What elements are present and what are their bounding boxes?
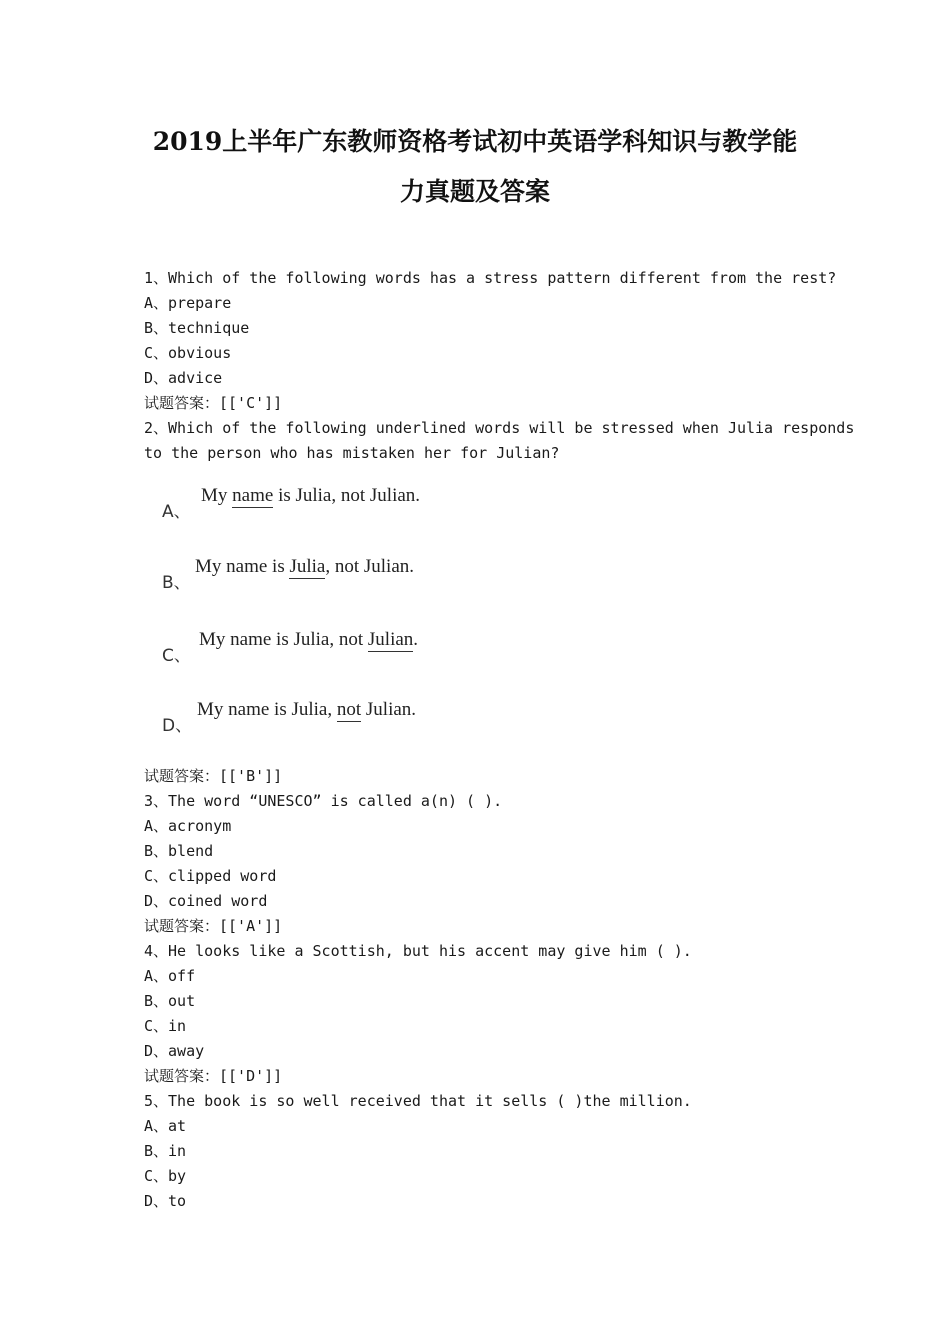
underlined-word: name	[232, 485, 274, 506]
question-5-option-b: B、in	[144, 1142, 187, 1160]
option-sentence: My name is Julia, not Julian.	[201, 485, 421, 506]
question-3-answer: 试题答案：[['A']]	[144, 917, 283, 935]
question-5-option-c: C、by	[144, 1167, 187, 1185]
question-5-option-a: A、at	[144, 1117, 187, 1135]
question-4-option-a: A、off	[144, 967, 196, 985]
question-5-text: 5、The book is so well received that it sells ( )the million.	[144, 1092, 692, 1110]
option-letter: A、	[162, 502, 191, 522]
underlined-word: not	[336, 699, 362, 720]
question-3-option-c: C、clipped word	[144, 867, 277, 885]
underlined-word: Julian	[367, 629, 414, 650]
question-1-answer: 试题答案：[['C']]	[144, 394, 283, 412]
document-title-line-1: 2019上半年广东教师资格考试初中英语学科知识与教学能	[152, 127, 798, 156]
document-title-line-2: 力真题及答案	[399, 177, 550, 206]
option-sentence: My name is Julia, not Julian.	[197, 699, 417, 720]
option-letter: D、	[162, 716, 193, 736]
option-sentence: My name is Julia, not Julian.	[199, 629, 419, 650]
question-1-option-a: A、prepare	[144, 294, 232, 312]
question-1-option-d: D、advice	[144, 369, 223, 387]
question-4-answer: 试题答案：[['D']]	[144, 1067, 283, 1085]
question-4-text: 4、He looks like a Scottish, but his accent may give him ( ).	[144, 942, 692, 960]
question-3-option-b: B、blend	[144, 842, 214, 860]
question-1-text: 1、Which of the following words has a stress pattern different from the rest?	[144, 269, 837, 287]
option-sentence: My name is Julia, not Julian.	[195, 556, 415, 577]
question-4-option-c: C、in	[144, 1017, 187, 1035]
question-2-text-line-2: to the person who has mistaken her for Julian?	[144, 444, 560, 462]
question-1-option-c: C、obvious	[144, 344, 232, 362]
question-3-text: 3、The word “UNESCO” is called a(n) ( ).	[144, 792, 503, 810]
question-5-option-d: D、to	[144, 1192, 187, 1210]
question-2-answer: 试题答案：[['B']]	[144, 767, 283, 785]
question-2-text-line-1: 2、Which of the following underlined words will be stressed when Julia responds	[144, 419, 855, 437]
question-3-option-a: A、acronym	[144, 817, 232, 835]
question-4-option-d: D、away	[144, 1042, 205, 1060]
option-letter: B、	[162, 573, 191, 593]
option-letter: C、	[162, 646, 191, 666]
question-4-option-b: B、out	[144, 992, 196, 1010]
underlined-word: Julia	[289, 556, 326, 577]
question-1-option-b: B、technique	[144, 319, 250, 337]
question-3-option-d: D、coined word	[144, 892, 268, 910]
